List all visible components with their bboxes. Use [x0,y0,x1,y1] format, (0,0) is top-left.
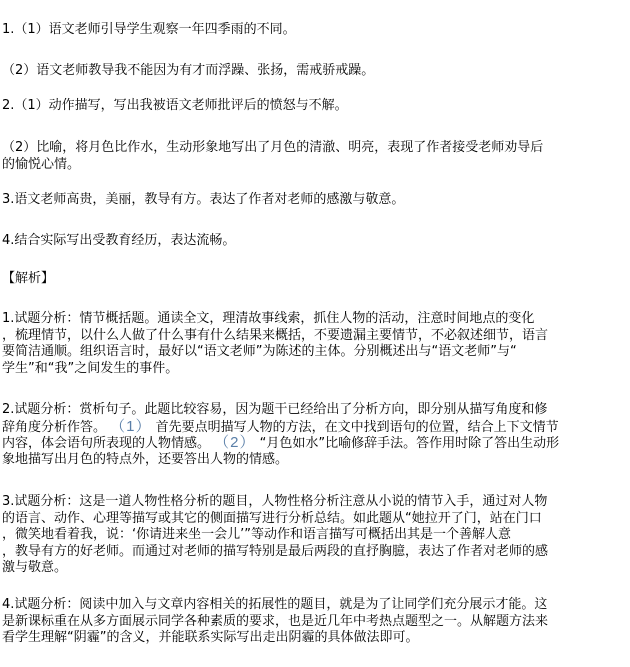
analysis-paragraph-4: 4.试题分析：阅读中加入与文章内容相关的拓展性的题目，就是为了让同学们充分展示才能。这 是新课标重在从多方面展示同学各种素质的要求，也是近几年中考热点题型之一。从解题方法来 看学生理解“阴霾”的含义，并能联系实际写出走出阴霾的具体做法即可。 [2,597,549,645]
answer-2-part-1: 2.（1）动作描写，写出我被语文老师批评后的愤怒与不解。 [2,98,348,113]
analysis-heading: 【解析】 [2,271,55,286]
answer-3: 3.语文老师高贵，美丽，教导有方。表达了作者对老师的感激与敬意。 [2,192,405,207]
circled-mark-1: （1） [110,417,152,435]
answer-1-part-2: （2）语文老师教导我不能因为有才而浮躁、张扬，需戒骄戒躁。 [2,63,375,78]
p2-line2-text-b: 首先要点明描写人物的方法，在文中找到语句的位置，结合上下文情节 [155,419,559,435]
answer-2-part-2: （2）比喻，将月色比作水，生动形象地写出了月色的清澈、明亮，表现了作者接受老师劝导后 的愉悦心情。 [2,140,544,172]
answer-4: 4.结合实际写出受教育经历，表达流畅。 [2,233,236,248]
analysis-paragraph-1: 1.试题分析：情节概括题。通读全文，理清故事线索，抓住人物的活动，注意时间地点的变化 ，梳理情节，以什么人做了什么事有什么结果来概括，不要遗漏主要情节，不必叙述细节，语言 要简洁通顺。组织语言时，最好以“语文老师”为陈述的主体。分别概述出与“语文老师”与“ 学生”和“我”之间发生的事件。 [2,311,549,376]
analysis-paragraph-2: 2.试题分析：赏析句子。此题比较容易，因为题干已经给出了分析方向，即分别从描写角度和修 辞角度分析作答。 （1） 首先要点明描写人物的方法，在文中找到语句的位置，结合上下文情节 内容，体会语句所表现的人物情感。 （2） “月色如水”比喻修辞手法。答作用时除了答出生动形 象地描写出月色的特点外，还要答出人物的情感。 [2,402,560,467]
answer-1-part-1: 1.（1）语文老师引导学生观察一年四季雨的不同。 [2,22,296,37]
p2-line2-text-a: 辞角度分析作答。 [2,419,107,435]
analysis-paragraph-3: 3.试题分析：这是一道人物性格分析的题目，人物性格分析注意从小说的情节入手，通过对人物 的语言、动作、心理等描写或其它的侧面描写进行分析总结。如此题从“她拉开了门，站在门口 ，微笑地看着我，说：‘你请进来坐一会儿’”等动作和语言描写可概括出其是一个善解人意 ，教导有方的好老师。而通过对老师的描写特别是最后两段的直抒胸臆，表达了作者对老师的感 激与敬意。 [2,494,549,575]
p2-line3-text-a: 内容，体会语句所表现的人物情感。 [2,436,211,451]
circled-mark-2: （2） [214,434,256,451]
p2-line3-text-b: “月色如水”比喻修辞手法。答作用时除了答出生动形 [259,436,560,451]
